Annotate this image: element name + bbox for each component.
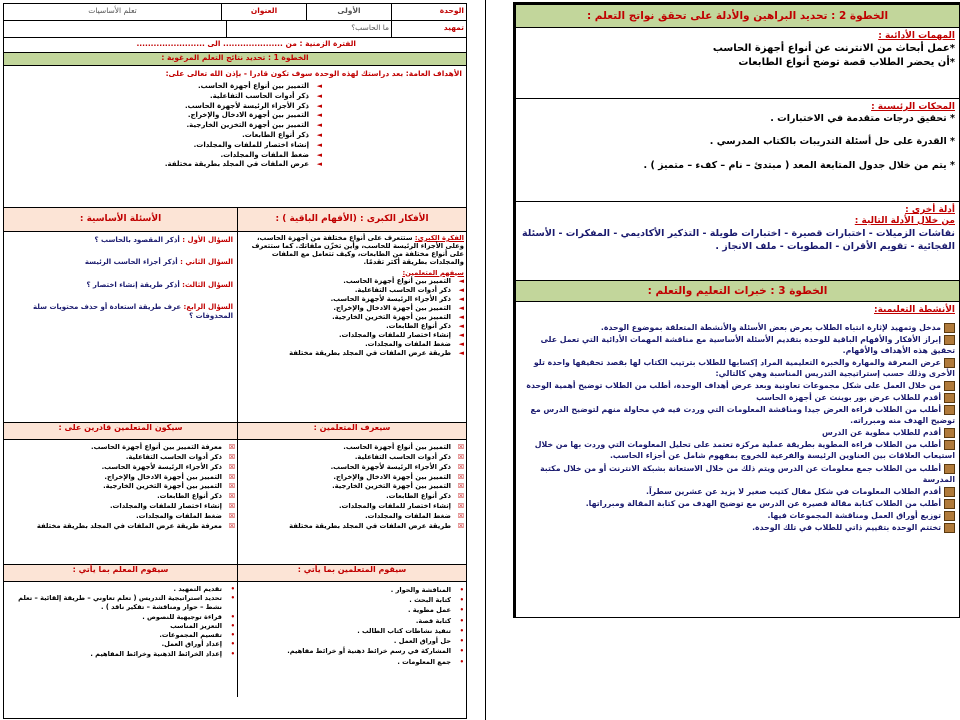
know-able-body <box>4 440 466 565</box>
questions-cell <box>4 232 237 422</box>
activity-text: من خلال العمل على شكل مجموعات تعاونية وبعد عرض أهداف الوحدة، أطلب من الطلاب توضيح أهمية الوحدة <box>526 381 941 391</box>
teacher-do-item-text: تقديم التمهيد . <box>173 585 222 593</box>
teacher-do-item <box>6 622 235 631</box>
bullet-icon: ◄ <box>458 276 464 285</box>
other-sub: من خلال الأدلة التالية : <box>854 215 955 226</box>
question-item <box>8 236 233 244</box>
able-item <box>6 463 235 473</box>
students-do-item-text: جمع المعلومات . <box>397 657 451 666</box>
understand-item-text: التمييز بين أجهزة التخزين الخارجية. <box>332 312 451 321</box>
activity-text: أطلب من الطلاب قراءة العرض جيدا ومناقشة المعلومات التي وردت فيه في محاولة منهم لتوضيح الدرس مع توضيح الهدف منه ومبرراته. <box>530 405 955 426</box>
task-item: *عمل أبحاث من الانترنت عن أنواع أجهزة الحاسب <box>712 42 955 54</box>
bullet-icon: ☒ <box>457 482 464 491</box>
goal-item-text: التمييز بين أجهزة الادخال والإخراج. <box>187 111 309 120</box>
goal-item-text: ذكر الأجزاء الرئيسة لأجهزة الحاسب. <box>184 101 309 110</box>
know-item <box>240 502 464 512</box>
bullet-icon: • <box>230 640 235 649</box>
big-ideas-cell <box>237 232 466 422</box>
activity-item <box>520 486 955 497</box>
unit-plan-page <box>3 3 467 719</box>
know-item <box>240 512 464 522</box>
intro-row <box>4 21 466 38</box>
bullet-icon: ◄ <box>458 294 464 303</box>
bullet-icon: • <box>459 647 464 656</box>
bullet-icon: • <box>459 657 464 666</box>
tasks-title: المهمات الأدائية : <box>878 31 955 41</box>
teacher-do-item-text: قراءة توجيهية للنصوص . <box>142 612 222 621</box>
book-icon <box>944 464 955 474</box>
students-do-item-text: كتابة قصة. <box>415 616 451 625</box>
key-criteria <box>516 99 959 202</box>
book-icon <box>944 428 955 438</box>
able-item-text: ذكر أنواع الطابعات. <box>157 492 222 501</box>
big-ideas-text: ستتعرف على أنواع مختلفة من أجهزة الحاسب، وعلى الأجزاء الرئيسة للحاسب، وأين تخزّن ملفاتك. كما ستتعرف على أنواع مختلفة من الطابعات، وكيف تتعامل مع الملفات والمجلدات بطريقة أكثر تقدمًا. <box>251 234 464 267</box>
goal-item-text: التمييز بين أجهزة التخزين الخارجية. <box>186 121 309 130</box>
activity-text: عرض المعرفة والمهارة والخبرة التعليمية المراد إكسابها للطلاب بترتيب الكتاب لها بقصد تحقيقها واحدة تلو الأخرى وذلك حسب إستراتيجية التدريس المناسبة وهي كالتالي: <box>533 357 955 379</box>
students-do-item-text: حل أوراق العمل . <box>393 637 451 646</box>
bullet-icon: ◄ <box>316 91 322 100</box>
bullet-icon: ◄ <box>458 312 464 321</box>
know-item <box>240 473 464 483</box>
understand-item-text: ذكر أدوات الحاسب التفاعلية. <box>354 285 451 294</box>
able-item-text: التمييز بين أجهزة الادخال والإخراج. <box>104 472 222 481</box>
know-item-text: التمييز بين أجهزة التخزين الخارجية. <box>332 482 451 491</box>
question-text: أذكر طريقة إنشاء اختصار ؟ <box>86 280 180 289</box>
teacher-do-item <box>6 613 235 622</box>
general-goals <box>4 66 466 208</box>
intro-value: ما الحاسب؟ <box>226 21 391 37</box>
teacher-do-item <box>6 650 235 659</box>
ideas-questions-header <box>4 208 466 232</box>
bullet-icon: ☒ <box>228 472 235 481</box>
bullet-icon: ◄ <box>316 150 322 159</box>
bullet-icon: ◄ <box>458 330 464 339</box>
bullet-icon: ◄ <box>316 101 322 110</box>
goals-title: الأهداف العامة: بعد دراستك لهذه الوحدة سوف تكون قادرا - بإذن الله تعالى على: <box>165 69 462 78</box>
book-icon <box>944 405 955 415</box>
question-text: أذكر المقصود بالحاسب ؟ <box>94 236 180 244</box>
activity-item <box>520 439 955 461</box>
book-icon <box>944 487 955 497</box>
activity-text: أطلب من الطلاب قراءة المطوية بطريقة عملية مركزة تعتمد على تحليل المعلومات التي وردت بها من خلال استيعاب العلاقات بين العناوين الرئيسة والفرعية للخروج بمفهوم شامل عن أجزاء الحاسب. <box>534 440 955 461</box>
know-item <box>240 463 464 473</box>
book-icon <box>944 440 955 450</box>
teacher-do-list <box>6 585 235 659</box>
know-item <box>240 443 464 453</box>
bullet-icon: • <box>459 586 464 594</box>
evidence-page <box>513 2 960 618</box>
bullet-icon: • <box>459 596 464 605</box>
bullet-icon: ◄ <box>458 321 464 330</box>
bullet-icon: ☒ <box>228 482 235 491</box>
understand-item <box>240 349 464 358</box>
activity-item <box>520 427 955 438</box>
title-label: العنوان <box>221 4 306 20</box>
know-able-header <box>4 423 466 440</box>
period <box>4 38 466 53</box>
unit-label: الوحدة <box>391 4 466 20</box>
know-item <box>240 482 464 492</box>
book-icon <box>944 499 955 509</box>
goal-item-text: ذكر أدوات الحاسب التفاعلية. <box>209 91 309 100</box>
question-item <box>8 303 233 320</box>
able-item-text: التمييز بين أجهزة التخزين الخارجية. <box>103 482 222 491</box>
bullet-icon: • <box>459 616 464 625</box>
teacher-do-item <box>6 631 235 640</box>
question-label: السؤال الأول : <box>179 236 233 244</box>
able-item-text: معرفة طريقة عرض الملفات في المجلد بطريقة مختلفة <box>36 521 222 530</box>
activity-text: أقدم للطلاب مطوية عن الدرس <box>822 428 941 438</box>
goal-item <box>8 160 322 170</box>
activity-item <box>520 334 955 356</box>
bullet-icon: ◄ <box>316 111 322 120</box>
bullet-icon: ☒ <box>228 462 235 471</box>
able-item-text: معرفة التمييز بين أنواع أجهزة الحاسب. <box>91 443 222 451</box>
students-do-cell <box>237 582 466 697</box>
bullet-icon: • <box>230 585 235 593</box>
activity-item <box>520 380 955 391</box>
able-item <box>6 443 235 453</box>
criteria-list <box>520 113 955 171</box>
question-item <box>8 281 233 289</box>
question-item <box>8 258 233 266</box>
know-item-text: ذكر أدوات الحاسب التفاعلية. <box>354 452 451 461</box>
able-item <box>6 482 235 492</box>
able-list <box>6 443 235 532</box>
criteria-item: * تحقيق درجات متقدمة في الاختبارات . <box>770 112 955 124</box>
understand-item <box>240 304 464 313</box>
understand-item-text: التمييز بين أجهزة الادخال والإخراج. <box>333 303 451 312</box>
students-do-item-text: عمل مطوية . <box>407 606 451 615</box>
bullet-icon: • <box>230 621 235 630</box>
book-icon <box>944 335 955 345</box>
able-item-text: ضغط الملفات والمجلدات. <box>136 511 222 520</box>
do-header <box>4 565 466 582</box>
bullet-icon: ◄ <box>458 340 464 348</box>
bullet-icon: ☒ <box>457 511 464 520</box>
step2-header: الخطوة 2 : تحديد البراهين والأدلة على تحقق نواتج التعلم : <box>516 5 959 28</box>
students-do-item-text: تنفيذ نشاطات كتاب الطالب . <box>357 626 451 635</box>
activity-item <box>520 498 955 509</box>
know-item <box>240 492 464 502</box>
teacher-do-item-text: تقسيم المجموعات. <box>159 631 222 640</box>
bullet-icon: • <box>459 626 464 635</box>
performance-tasks <box>516 28 959 99</box>
activity-text: أطلب من الطلاب جمع معلومات عن الدرس ويتم ذلك من خلال الاستعانة بشبكة الانترنت أو من خلال مكتبة المدرسة <box>540 463 955 484</box>
activity-text: توزيع أوراق العمل ومناقشة المجموعات فيها. <box>767 510 941 520</box>
able-item <box>6 512 235 522</box>
know-item <box>240 522 464 532</box>
questions-title: الأسئلة الأساسية : <box>79 214 162 225</box>
understand-item <box>240 286 464 295</box>
ideas-questions-body <box>4 232 466 423</box>
teacher-do-title: سيقوم المعلم بما يأتي : <box>72 565 169 574</box>
question-label: السؤال الرابع: <box>181 303 233 312</box>
activity-item <box>520 522 955 533</box>
goals-list <box>8 82 322 170</box>
students-do-list <box>240 585 464 667</box>
book-icon <box>944 511 955 521</box>
teacher-do-item-text: إعداد الخرائط الذهنية وخرائط المفاهيم . <box>90 649 222 658</box>
teacher-do-item-text: تحديد استراتيجية التدريس ( تعلم تعاوني – طريقة إلقائية – تعلم نشط – حوار ومناقشة – تفكير ناقد ) . <box>18 594 222 612</box>
able-item <box>6 502 235 512</box>
understand-item <box>240 295 464 304</box>
task-item: *أن يحضر الطلاب قصة توضح أنواع الطابعات <box>738 57 955 69</box>
students-do-item <box>240 585 464 595</box>
other-evidence <box>516 202 959 281</box>
criteria-item: * يتم من خلال جدول المتابعة المعد ( مبتدئ – نام – كفء – متميز ) . <box>643 159 955 171</box>
students-do-item <box>240 626 464 636</box>
students-do-item <box>240 636 464 646</box>
teacher-do-item <box>6 585 235 594</box>
able-item-text: ذكر أدوات الحاسب التفاعلية. <box>125 452 222 461</box>
understand-label: سيفهم المتعلمين: <box>402 268 464 277</box>
teacher-do-item-text: إعداد أوراق العمل. <box>161 640 222 649</box>
do-body <box>4 582 466 697</box>
know-list <box>240 443 464 532</box>
criteria-title: المحكات الرئيسية : <box>871 102 955 112</box>
students-do-item <box>240 595 464 605</box>
goal-item <box>8 151 322 161</box>
intro-label: تمهيد <box>391 21 466 37</box>
goal-item-text: إنشاء اختصار للملفات والمجلدات. <box>193 140 309 149</box>
question-label: السؤال الثالث: <box>179 280 233 289</box>
know-item-text: التمييز بين أنواع أجهزة الحاسب. <box>343 443 451 451</box>
bullet-icon: ☒ <box>457 472 464 481</box>
teacher-do-item-text: التعزيز المناسب <box>170 621 222 630</box>
know-item-text: التمييز بين أجهزة الادخال والإخراج. <box>333 472 451 481</box>
able-item <box>6 473 235 483</box>
goal-item-text: ذكر أنواع الطابعات. <box>242 130 309 139</box>
teacher-do-item <box>6 640 235 649</box>
know-item-text: إنشاء اختصار للملفات والمجلدات. <box>338 502 451 511</box>
know-cell <box>237 440 466 564</box>
know-title: سيعرف المتعلمين : <box>237 423 466 439</box>
criteria-item: * القدرة على حل أسئلة التدريبات بالكتاب المدرسي . <box>709 136 955 148</box>
step1-header: الخطوة 1 : تحديد نتائج التعلم المرغوبة : <box>4 53 466 66</box>
other-text: نقاشات الزميلات - اختبارات قصيرة - اختبارات طويلة - التذكير الأكاديمي - المفكرات - الأسئلة الفجائية - تقويم الأقران - المطويات - ملف الانجاز . <box>522 227 955 252</box>
goal-item <box>8 82 322 92</box>
understand-item-text: التمييز بين أنواع أجهزة الحاسب. <box>343 276 451 285</box>
able-item <box>6 522 235 532</box>
book-icon <box>944 381 955 391</box>
bullet-icon: ☒ <box>228 452 235 461</box>
book-icon <box>944 523 955 533</box>
title-value: تعلم الأساسيات <box>88 6 137 15</box>
teacher-do-cell <box>4 582 237 697</box>
students-do-item <box>240 646 464 656</box>
book-icon <box>944 323 955 333</box>
understand-item <box>240 331 464 340</box>
students-do-item <box>240 616 464 626</box>
goal-item <box>8 111 322 121</box>
big-ideas-title: الأفكار الكبرى : (الأفهام الباقية ) : <box>237 208 466 231</box>
goal-item <box>8 131 322 141</box>
bullet-icon: ☒ <box>457 492 464 501</box>
know-item-text: ذكر الأجزاء الرئيسة لأجهزة الحاسب. <box>330 462 451 471</box>
understand-item-text: ضغط الملفات والمجلدات. <box>365 340 451 348</box>
able-title: سيكون المتعلمين قادرين على : <box>58 423 183 432</box>
students-do-title: سيقوم المتعلمين بما يأتي : <box>237 565 466 581</box>
tasks-list <box>520 42 955 71</box>
bullet-icon: • <box>459 606 464 615</box>
bullet-icon: ☒ <box>457 521 464 530</box>
students-do-item-text: كتابة البحث . <box>409 596 451 605</box>
understand-item-text: ذكر الأجزاء الرئيسة لأجهزة الحاسب. <box>330 294 451 303</box>
big-ideas-label: الفكرة الكبرى: <box>414 234 464 242</box>
activity-item <box>520 322 955 333</box>
activity-text: أقدم للطلاب عرض بور بوينت عن أجهزة الحاسب <box>756 393 941 403</box>
learning-activities <box>516 302 959 537</box>
question-text: أذكر أجزاء الحاسب الرئيسة <box>84 258 178 267</box>
activity-text: إبراز الأفكار والأفهام الباقية للوحدة بتقديم الأسئلة الأساسية مع مناقشة المهمات الأدائية التي تعمل على تحقيق هذه الأهداف والأفهام. <box>540 334 955 355</box>
able-item <box>6 453 235 463</box>
understand-item <box>240 313 464 322</box>
understand-item <box>240 340 464 349</box>
students-do-item <box>240 657 464 667</box>
bullet-icon: ☒ <box>457 462 464 471</box>
students-do-item-text: المناقشة والحوار . <box>390 586 451 594</box>
question-text: عرف طريقة استعادة أو حذف محتويات سلة المحذوفات ؟ <box>33 303 233 320</box>
bullet-icon: • <box>230 649 235 658</box>
able-item-text: إنشاء اختصار للملفات والمجلدات. <box>109 502 222 511</box>
bullet-icon: ◄ <box>458 349 464 358</box>
bullet-icon: ☒ <box>457 452 464 461</box>
bullet-icon: • <box>459 637 464 646</box>
bullet-icon: ☒ <box>228 502 235 511</box>
teacher-do-item <box>6 594 235 612</box>
activity-item <box>520 463 955 485</box>
understand-list <box>240 277 464 358</box>
activity-text: أطلب من الطلاب كتابة مقالة قصيرة عن الدرس مع توضيح الهدف من كتابة المقالة ومبرراتها. <box>585 498 941 508</box>
step3-header: الخطوة 3 : خبرات التعليم والتعلم : <box>516 281 959 302</box>
goal-item <box>8 102 322 112</box>
activity-item <box>520 404 955 426</box>
goal-item <box>8 121 322 131</box>
able-item-text: ذكر الأجزاء الرئيسة لأجهزة الحاسب. <box>101 462 222 471</box>
activity-text: مدخل وتمهيد لإثارة انتباه الطلاب بعرض بعض الأسئلة والأنشطة المتعلقة بموضوع الوحدة. <box>600 322 941 332</box>
bullet-icon: ☒ <box>457 443 464 451</box>
understand-item <box>240 322 464 331</box>
activity-item <box>520 510 955 521</box>
activities-title: الأنشطة التعليمية: <box>873 305 955 315</box>
goal-item-text: التمييز بين أنواع أجهزة الحاسب. <box>198 82 309 90</box>
question-label: السؤال الثاني : <box>177 258 233 267</box>
able-cell <box>4 440 237 564</box>
know-item-text: ضغط الملفات والمجلدات. <box>365 511 451 520</box>
activities-list <box>520 322 955 533</box>
goal-item-text: عرض الملفات في المجلد بطريقة مختلفة. <box>164 160 309 169</box>
activity-item <box>520 392 955 403</box>
activity-text: تختتم الوحدة بتقييم ذاتي للطلاب في تلك الوحدة. <box>752 522 941 532</box>
bullet-icon: ◄ <box>458 285 464 294</box>
bullet-icon: ☒ <box>228 443 235 451</box>
bullet-icon: • <box>230 612 235 621</box>
goal-item <box>8 92 322 102</box>
period-text: الفترة الزمنية : من ..................... الى ........................ <box>136 39 356 48</box>
students-do-item <box>240 605 464 615</box>
activity-text: أقدم الطلاب المعلومات في شكل مقال كتيب صغير لا يزيد عن عشرين سطراً. <box>646 486 941 496</box>
activity-item <box>520 357 955 379</box>
know-item <box>240 453 464 463</box>
know-item-text: طريقة عرض الملفات في المجلد بطريقة مختلفة <box>289 521 451 530</box>
students-do-item-text: المشاركة في رسم خرائط ذهنية أو خرائط مفاهيم. <box>287 647 451 656</box>
bullet-icon: ◄ <box>458 303 464 312</box>
bullet-icon: ☒ <box>228 521 235 530</box>
understand-item-text: ذكر أنواع الطابعات. <box>386 321 451 330</box>
bullet-icon: ☒ <box>228 492 235 501</box>
goal-item <box>8 141 322 151</box>
know-item-text: ذكر أنواع الطابعات. <box>386 492 451 501</box>
understand-item-text: طريقة عرض الملفات في المجلد بطريقة مختلفة <box>289 349 451 358</box>
goal-item-text: ضغط الملفات والمجلدات. <box>220 150 309 159</box>
page-separator <box>485 0 486 720</box>
understand-item-text: إنشاء اختصار للملفات والمجلدات. <box>338 330 451 339</box>
able-item <box>6 492 235 502</box>
bullet-icon: • <box>230 594 235 603</box>
bullet-icon: ☒ <box>457 502 464 511</box>
unit-value: الأولى <box>306 4 391 20</box>
bullet-icon: • <box>230 631 235 640</box>
bullet-icon: ◄ <box>316 140 322 149</box>
understand-item <box>240 277 464 286</box>
bullet-icon: ◄ <box>316 160 322 169</box>
unit-row <box>4 4 466 21</box>
book-icon <box>944 393 955 403</box>
other-title: أدلة أخرى : <box>905 205 955 215</box>
questions-list <box>8 236 233 320</box>
bullet-icon: ☒ <box>228 511 235 520</box>
bullet-icon: ◄ <box>316 130 322 139</box>
bullet-icon: ◄ <box>316 82 322 90</box>
bullet-icon: ◄ <box>316 121 322 130</box>
book-icon <box>944 358 955 368</box>
